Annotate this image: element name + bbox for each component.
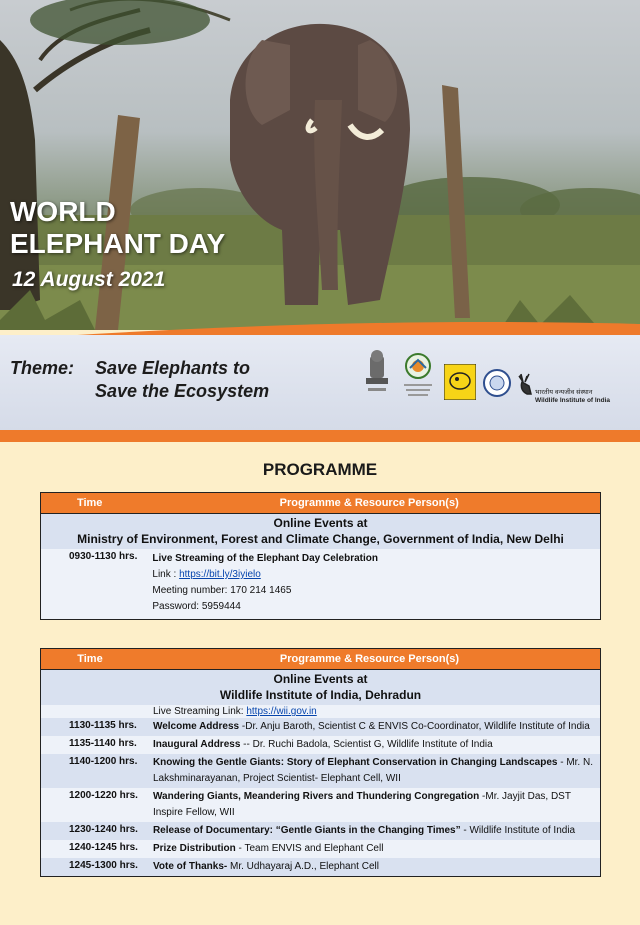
row-description: [139, 754, 601, 788]
header-time: Time: [41, 493, 139, 514]
row-title: Vote of Thanks-: [152, 861, 228, 872]
row-title: Release of Documentary: “Gentle Giants in the Changing Times”: [152, 825, 461, 836]
link-line: [152, 567, 594, 583]
row-title: Wandering Giants, Meandering Rivers and Thundering Congregation: [152, 791, 480, 802]
section-line2: Wildlife Institute of India, Dehradun: [41, 687, 601, 705]
national-emblem-icon: [362, 348, 392, 398]
link-label: Link :: [152, 569, 180, 580]
theme-line2: Save the Ecosystem: [95, 381, 270, 401]
meeting-number: Meeting number: 170 214 1465: [152, 585, 292, 596]
section-line2: Ministry of Environment, Forest and Climate Change, Government of India, New Delhi: [41, 531, 601, 549]
stream-label: Live Streaming Link:: [152, 706, 247, 717]
row-description: [139, 822, 601, 840]
row-time: 1140-1200 hrs.: [41, 754, 139, 788]
table-header-row: [41, 493, 601, 514]
row-description: [139, 840, 601, 858]
table-row: [41, 718, 601, 736]
row-speaker: - Team ENVIS and Elephant Cell: [235, 843, 384, 854]
programme-title: PROGRAMME: [262, 460, 378, 479]
row-speaker: - Mr. N. Lakshminarayanan, Project Scientist- Elephant Cell, WII: [152, 757, 593, 784]
row-description: [139, 718, 601, 736]
table-header-row: [41, 649, 601, 670]
orange-bar: [0, 430, 640, 442]
table-row: [41, 788, 601, 822]
hero-banner: [0, 0, 640, 330]
row-title: Inaugural Address: [152, 739, 241, 750]
event-title: Live Streaming of the Elephant Day Celebration: [152, 553, 378, 564]
envis-logo-icon: [444, 364, 476, 400]
bitly-link[interactable]: https://bit.ly/3iyielo: [179, 569, 261, 580]
row-description: [139, 858, 601, 877]
row-description: [139, 788, 601, 822]
row-description: [139, 736, 601, 754]
row-time: 1240-1245 hrs.: [41, 840, 139, 858]
wii-link[interactable]: https://wii.gov.in: [246, 706, 317, 717]
row-time: 1245-1300 hrs.: [41, 858, 139, 877]
header-programme: Programme & Resource Person(s): [138, 493, 600, 514]
schedule-table-moefcc: [40, 492, 601, 620]
row-speaker: - Wildlife Institute of India: [460, 825, 576, 836]
section-line1: Online Events at: [41, 514, 601, 532]
row-time: 1135-1140 hrs.: [41, 736, 139, 754]
wii-hindi-name: भारतीय वन्यजीव संस्थान: [535, 389, 593, 396]
row-speaker: Mr. Udhayaraj A.D., Elephant Cell: [227, 861, 379, 872]
table-row: [41, 822, 601, 840]
wii-logo-text: [535, 389, 610, 405]
moefcc-logo-icon: [400, 352, 436, 402]
theme-label: Theme:: [10, 358, 75, 378]
row-time: 1230-1240 hrs.: [41, 822, 139, 840]
table-row: [41, 754, 601, 788]
header-time: Time: [41, 649, 139, 670]
table-row: [41, 840, 601, 858]
row-speaker: -Dr. Anju Baroth, Scientist C & ENVIS Co-Coordinator, Wildlife Institute of India: [239, 721, 590, 732]
row-time: 0930-1130 hrs.: [41, 549, 139, 620]
header-programme: Programme & Resource Person(s): [139, 649, 601, 670]
table-row: [41, 549, 601, 620]
wii-english-name: Wildlife Institute of India: [535, 397, 611, 404]
theme-line1: Save Elephants to: [95, 358, 251, 378]
wii-deer-icon: [515, 372, 537, 398]
wii-rows: [41, 718, 601, 877]
row-title: Welcome Address: [152, 721, 240, 732]
table-row: [41, 736, 601, 754]
row-time: 1200-1220 hrs.: [41, 788, 139, 822]
password: Password: 5959444: [152, 601, 241, 612]
hero-title-line1: WORLD: [10, 196, 116, 227]
stream-link-line: [139, 705, 601, 718]
row-speaker: -Mr. Jayjit Das, DST Inspire Fellow, WII: [152, 791, 571, 818]
row-time: 1130-1135 hrs.: [41, 718, 139, 736]
row-description: [138, 549, 600, 620]
envis-round-logo-icon: [482, 368, 512, 398]
table-row: [41, 858, 601, 877]
hero-title-line2: ELEPHANT DAY: [10, 228, 226, 259]
row-title: Knowing the Gentle Giants: Story of Elephant Conservation in Changing Landscapes: [152, 757, 558, 768]
row-speaker: -- Dr. Ruchi Badola, Scientist G, Wildlife Institute of India: [240, 739, 493, 750]
row-title: Prize Distribution: [152, 843, 236, 854]
hero-date: 12 August 2021: [12, 268, 166, 291]
schedule-table-wii: [40, 648, 601, 877]
section-line1: Online Events at: [41, 670, 601, 688]
